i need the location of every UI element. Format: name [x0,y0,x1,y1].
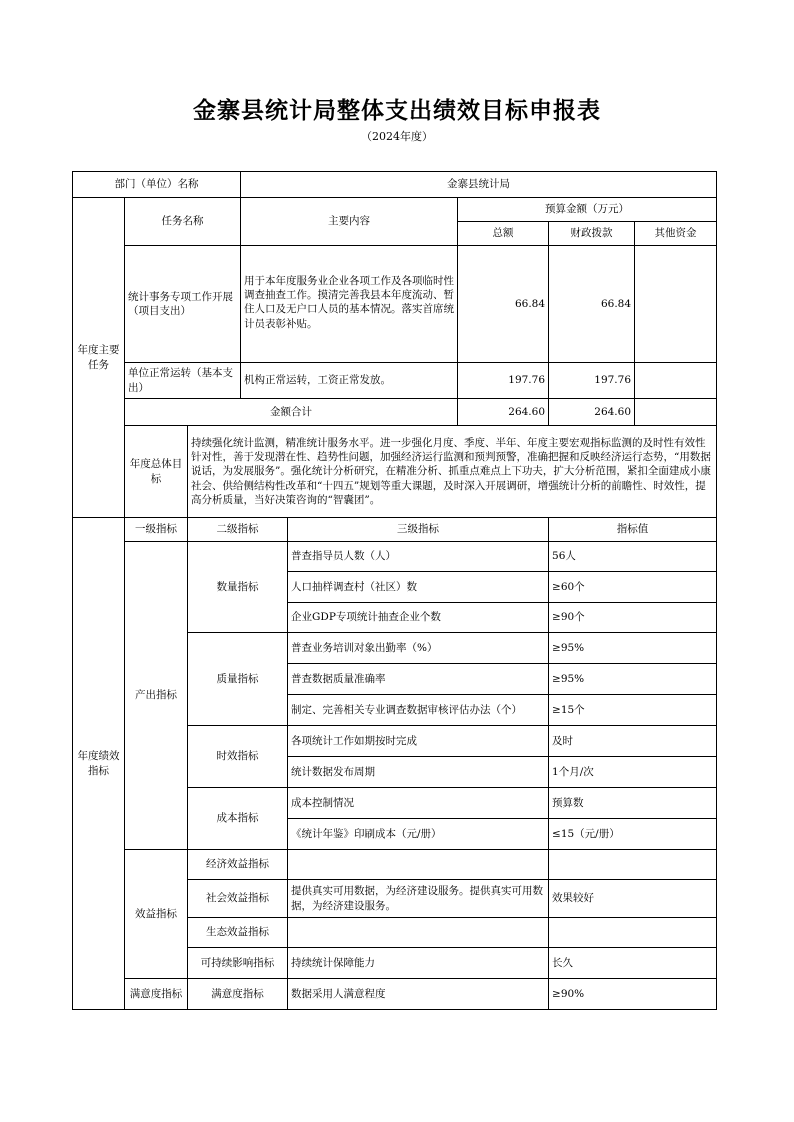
benefit-indicators-label: 效益指标 [125,850,188,979]
indicator-name: 企业GDP专项统计抽查企业个数 [288,603,549,633]
dept-label: 部门（单位）名称 [73,172,241,198]
dept-row [73,172,717,198]
task-fiscal: 66.84 [549,246,635,363]
indicator-name: 提供真实可用数据，为经济建设服务。提供真实可用数据，为经济建设服务。 [288,880,549,918]
indicator-name: 普查数据质量准确率 [288,664,549,695]
task-fiscal: 197.76 [549,363,635,399]
sustainable-impact-label: 可持续影响指标 [188,948,288,979]
task-content: 机构正常运转，工资正常发放。 [241,363,458,399]
overall-target-row [73,426,717,518]
perf-header-row [73,518,717,542]
indicator-name: 普查业务培训对象出勤率（%） [288,633,549,664]
indicator-value: 预算数 [549,788,717,819]
indicator-row [73,542,717,572]
indicator-name [288,918,549,948]
total-header: 总额 [458,222,549,246]
tasks-header-row [73,198,717,222]
indicator-value: ≥95% [549,664,717,695]
dept-name: 金寨县统计局 [241,172,717,198]
quality-indicators-label: 质量指标 [188,633,288,726]
annual-tasks-label: 年度主要任务 [73,198,125,518]
output-indicators-label: 产出指标 [125,542,188,850]
level3-header: 三级指标 [288,518,549,542]
satisfaction-indicators-label: 满意度指标 [125,979,188,1010]
indicator-value: 56人 [549,542,717,572]
indicator-name: 普查指导员人数（人） [288,542,549,572]
main-content-header: 主要内容 [241,198,458,246]
indicator-value: 及时 [549,726,717,757]
task-total: 66.84 [458,246,549,363]
task-name: 统计事务专项工作开展（项目支出） [125,246,241,363]
document-title: 金寨县统计局整体支出绩效目标申报表 [193,98,601,124]
budget-header: 预算金额（万元） [458,198,717,222]
indicator-name: 人口抽样调查村（社区）数 [288,572,549,603]
indicator-value [549,918,717,948]
indicator-row [73,979,717,1010]
fiscal-header: 财政拨款 [549,222,635,246]
indicator-value: 效果较好 [549,880,717,918]
time-indicators-label: 时效指标 [188,726,288,788]
indicator-name: 成本控制情况 [288,788,549,819]
indicator-name: 《统计年鉴》印刷成本（元/册） [288,819,549,850]
satisfaction-sub-label: 满意度指标 [188,979,288,1010]
indicator-name: 持续统计保障能力 [288,948,549,979]
task-name: 单位正常运转（基本支出） [125,363,241,399]
ecological-benefit-label: 生态效益指标 [188,918,288,948]
task-other [635,246,717,363]
indicator-name [288,850,549,880]
sum-other [635,399,717,426]
sum-fiscal: 264.60 [549,399,635,426]
indicator-value-header: 指标值 [549,518,717,542]
indicator-value: ≥95% [549,633,717,664]
indicator-row [73,850,717,880]
level2-header: 二级指标 [188,518,288,542]
indicator-value [549,850,717,880]
performance-indicators-label: 年度绩效指标 [73,518,125,1010]
indicator-value: ≥90% [549,979,717,1010]
economic-benefit-label: 经济效益指标 [188,850,288,880]
cost-indicators-label: 成本指标 [188,788,288,850]
indicator-value: ≥90个 [549,603,717,633]
overall-target-text: 持续强化统计监测，精准统计服务水平。进一步强化月度、季度、半年、年度主要宏观指标监测的及时性有效性针对性，善于发现潜在性、趋势性问题，加强经济运行监测和预判预警，准确把握和反映经济运行态势，“用数据说话，为发展服务”。强化统计分析研究，在精准分析、抓重点难点上下功夫，扩大分析范围，紧扣全面建成小康社会、供给侧结构性改革和“十四五”规划等重大课题，及时深入开展调研，增强统计分析的前瞻性、时效性，提高分析质量，当好决策咨询的“智囊团”。 [188,426,717,518]
level1-header: 一级指标 [125,518,188,542]
indicator-value: ≥60个 [549,572,717,603]
task-row [73,246,717,363]
indicator-value: ≤15（元/册） [549,819,717,850]
social-benefit-label: 社会效益指标 [188,880,288,918]
other-funds-header: 其他资金 [635,222,717,246]
overall-target-label: 年度总体目标 [125,426,188,518]
sum-total: 264.60 [458,399,549,426]
performance-target-table [72,171,717,1010]
task-other [635,363,717,399]
indicator-name: 各项统计工作如期按时完成 [288,726,549,757]
indicator-name: 制定、完善相关专业调查数据审核评估办法（个） [288,695,549,726]
task-total: 197.76 [458,363,549,399]
indicator-value: 1个月/次 [549,757,717,788]
task-content: 用于本年度服务业企业各项工作及各项临时性调查抽查工作。摸清完善我县本年度流动、暂住人口及无户口人员的基本情况。落实首席统计员表彰补贴。 [241,246,458,363]
document-subtitle: （2024年度） [361,130,433,143]
quantity-indicators-label: 数量指标 [188,542,288,633]
task-row [73,363,717,399]
sum-row [73,399,717,426]
indicator-value: 长久 [549,948,717,979]
sum-label: 金额合计 [125,399,458,426]
indicator-name: 数据采用人满意程度 [288,979,549,1010]
indicator-value: ≥15个 [549,695,717,726]
task-name-header: 任务名称 [125,198,241,246]
indicator-name: 统计数据发布周期 [288,757,549,788]
